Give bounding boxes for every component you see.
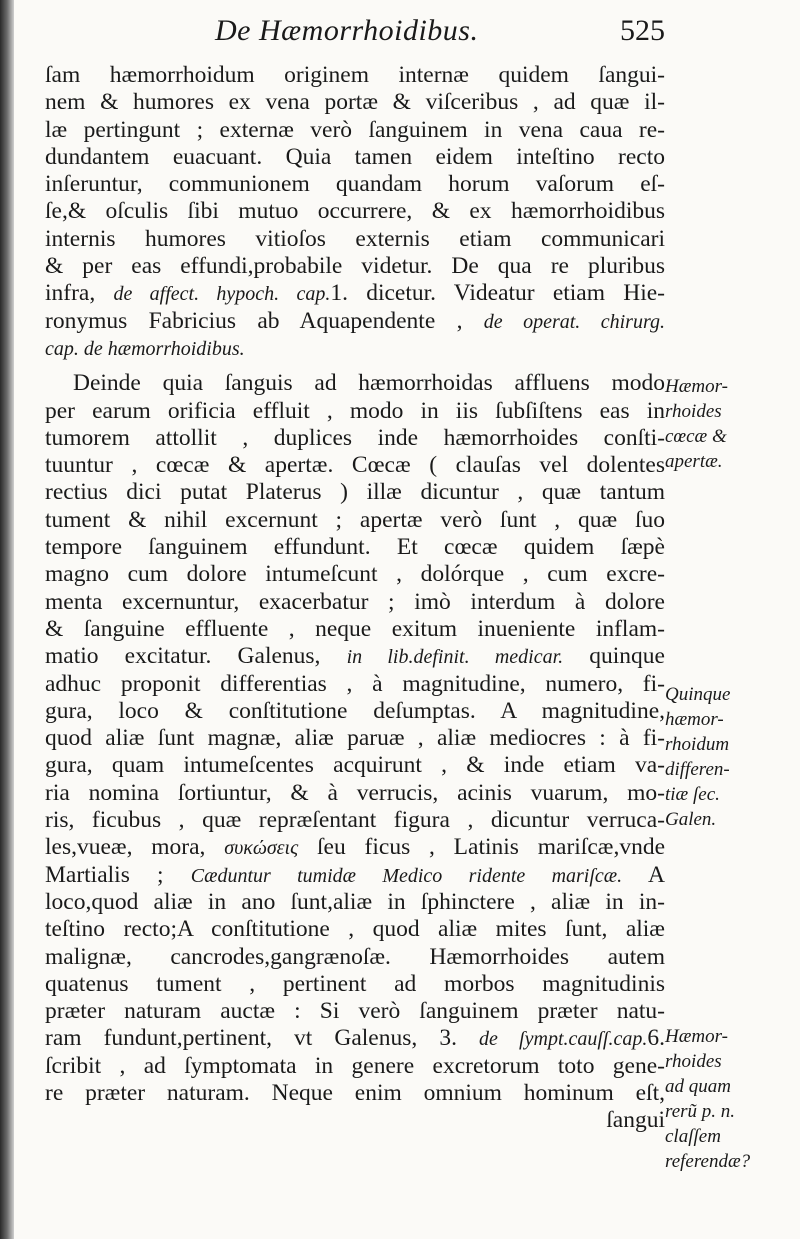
page-number: 525 xyxy=(620,14,665,47)
text-line: & per eas effundi,probabile videtur. De qua re pluribus xyxy=(45,253,665,280)
italic-citation: de ſympt.cauſſ.cap. xyxy=(479,1028,648,1051)
text-line: tempore ſanguinem effundunt. Et cœcæ quidem ſæpè xyxy=(45,534,665,561)
margin-note-line: claſſem xyxy=(665,1126,721,1147)
text-segment: 6. xyxy=(647,1025,665,1052)
text-line: teſtino recto;A conſtitutione , quod aliæ mites ſunt, aliæ xyxy=(45,916,665,943)
text-line: ſangui xyxy=(606,1107,665,1134)
text-line: ria nomina ſortiuntur, & à verrucis, acinis vuarum, mo- xyxy=(45,779,665,806)
italic-citation: de affect. hypoch. cap. xyxy=(113,283,331,306)
text-line: ſam hæmorrhoidum originem internæ quidem ſangui- xyxy=(45,62,665,88)
italic-citation: συκώσεις xyxy=(224,837,299,860)
text-line: læ pertingunt ; externæ verò ſanguinem in vena caua re- xyxy=(45,116,665,143)
text-segment: ronymus Fabricius ab Aquapendente , xyxy=(45,307,484,334)
text-line: adhuc proponit differentias , à magnitudine, numero, fi- xyxy=(45,670,665,697)
text-line: præter naturam auctæ : Si verò ſanguinem præter natu- xyxy=(45,998,665,1025)
margin-note-line: apertæ. xyxy=(665,451,723,472)
page-header xyxy=(45,14,665,54)
text-line: malignæ, cancrodes,gangrænoſæ. Hæmorrhoides autem xyxy=(45,943,665,970)
text-line: rectius dici putat Platerus ) illæ dicuntur , quæ tantum xyxy=(45,479,665,506)
text-line: dundantem euacuant. Quia tamen eidem inteſtino recto xyxy=(45,143,665,170)
running-title: De Hæmorrhoidibus. xyxy=(215,14,479,47)
text-line: tumorem attollit , duplices inde hæmorrhoides conſti- xyxy=(45,424,665,451)
binding-shadow xyxy=(0,0,14,1239)
text-line: ris, ficubus , quæ repræſentant figura , dicuntur verruca- xyxy=(45,807,665,834)
margin-note-line: tiæ ſec. xyxy=(665,784,720,805)
text-line: & ſanguine effluente , neque exitum inueniente inflam- xyxy=(45,615,665,642)
text-line xyxy=(45,280,665,307)
margin-note-line: hæmor- xyxy=(665,709,724,730)
text-line xyxy=(45,643,665,670)
margin-note-cœcæ-apertæ xyxy=(665,374,795,474)
text-line: quatenus tument , pertinent ad morbos magnitudinis xyxy=(45,970,665,997)
text-segment: Martialis ; xyxy=(45,861,191,888)
text-line xyxy=(45,335,665,362)
text-segment: quinque xyxy=(563,643,665,670)
margin-note-line: referendæ? xyxy=(665,1151,751,1172)
margin-note-quinque-differentiae xyxy=(665,682,795,832)
text-line: menta excernuntur, exacerbatur ; imò interdum à dolore xyxy=(45,588,665,615)
margin-note-line: ad quam xyxy=(665,1076,731,1097)
text-segment: ram fundunt,pertinent, vt Galenus, 3. xyxy=(45,1025,479,1052)
margin-note-line: rhoides xyxy=(665,401,722,422)
margin-note-line: Hæmor- xyxy=(665,376,728,397)
text-line: quod aliæ ſunt magnæ, aliæ paruæ , aliæ mediocres : à fi- xyxy=(45,725,665,752)
text-line xyxy=(45,862,665,889)
text-segment: matio excitatur. Galenus, xyxy=(45,643,347,670)
text-line xyxy=(45,308,665,335)
margin-note-line: cœcæ & xyxy=(665,426,727,447)
text-line xyxy=(45,1025,665,1052)
text-line: inſeruntur, communionem quandam horum vaſorum eſ- xyxy=(45,171,665,198)
text-line: per earum orificia effluit , modo in iis ſubſiſtens eas in xyxy=(45,397,665,424)
margin-note-classis xyxy=(665,1024,795,1174)
text-segment: infra, xyxy=(45,280,114,307)
text-line: tument & nihil excernunt ; apertæ verò ſunt , quæ ſuo xyxy=(45,506,665,533)
text-line: ſe,& oſculis ſibi mutuo occurrere, & ex hæmorrhoidibus xyxy=(45,198,665,225)
text-line: loco,quod aliæ in ano ſunt,aliæ in ſphinctere , aliæ in in- xyxy=(45,888,665,915)
text-line: gura, loco & conſtitutione deſumptas. A magnitudine, xyxy=(45,697,665,724)
text-segment: ſeu ficus , Latinis mariſcæ,vnde xyxy=(298,834,665,861)
italic-citation: in lib.definit. medicar. xyxy=(346,646,564,669)
italic-citation: cap. de hæmorrhoidibus. xyxy=(45,337,245,360)
text-line: ſcribit , ad ſymptomata in genere excretorum toto gene- xyxy=(45,1052,665,1079)
italic-citation: Cæduntur tumidæ Medico ridente mariſcæ. xyxy=(190,864,623,887)
text-line: Deinde quia ſanguis ad hæmorrhoidas affluens modo xyxy=(73,370,665,397)
text-line: magno cum dolore intumeſcunt , dolórque , cum excre- xyxy=(45,561,665,588)
text-line: re præter naturam. Neque enim omnium hominum eſt, xyxy=(45,1079,665,1106)
margin-note-line: Galen. xyxy=(665,809,717,830)
main-text-block xyxy=(45,62,665,1135)
margin-note-line: rerũ p. n. xyxy=(665,1101,736,1122)
text-line: nem & humores ex vena portæ & viſceribus , ad quæ il- xyxy=(45,89,665,116)
text-segment: les,vueæ, mora, xyxy=(45,834,225,861)
text-line: tuuntur , cœcæ & apertæ. Cœcæ ( clauſas vel dolentes xyxy=(45,452,665,479)
text-line xyxy=(45,834,665,861)
text-segment: A xyxy=(622,861,666,888)
margin-note-line: Quinque xyxy=(665,684,731,705)
margin-note-line: rhoides xyxy=(665,1051,722,1072)
text-line: internis humores vitioſos externis etiam communicari xyxy=(45,225,665,252)
margin-note-line: rhoidum xyxy=(665,734,730,755)
text-segment: 1. dicetur. Videatur etiam Hie- xyxy=(330,280,665,307)
text-line: gura, quam intumeſcentes acquirunt , & inde etiam va- xyxy=(45,752,665,779)
italic-citation: de operat. chirurg. xyxy=(483,310,665,333)
margin-note-line: differen- xyxy=(665,759,730,780)
paragraph-gap xyxy=(45,362,665,370)
margin-note-line: Hæmor- xyxy=(665,1026,728,1047)
